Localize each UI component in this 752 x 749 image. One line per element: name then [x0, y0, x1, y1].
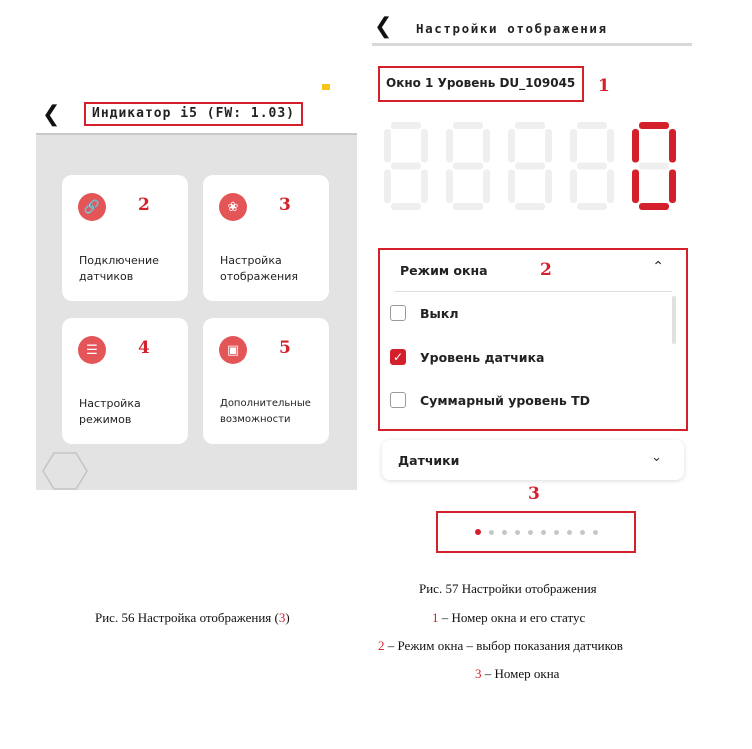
pager-dot[interactable] — [580, 530, 585, 535]
card-label: Дополнительные — [220, 398, 311, 409]
display-segment — [515, 122, 545, 129]
window-status: Окно 1 Уровень DU_109045 — [378, 66, 584, 102]
window-pager[interactable] — [436, 511, 636, 553]
display-segment — [639, 163, 669, 170]
window-mode-header[interactable]: Режим окна — [400, 263, 488, 278]
display-segment — [508, 170, 515, 204]
figure-56-caption: Рис. 56 Настройка отображения (3) — [95, 610, 290, 625]
screen-title: Настройки отображения — [416, 21, 608, 36]
card-extra-features[interactable] — [203, 318, 329, 444]
card-label: датчиков — [79, 270, 134, 283]
display-segment — [446, 129, 453, 163]
checkbox[interactable] — [390, 392, 406, 408]
display-segment — [577, 163, 607, 170]
display-segment — [639, 122, 669, 129]
callout-number: 5 — [279, 338, 291, 358]
display-segment — [632, 129, 639, 163]
checkbox[interactable] — [390, 305, 406, 321]
back-arrow-icon[interactable]: ❮ — [42, 102, 61, 127]
display-segment — [632, 170, 639, 204]
display-segment — [570, 170, 577, 204]
sliders-icon: ☰ — [78, 336, 106, 364]
pager-dot[interactable] — [593, 530, 598, 535]
display-segment — [446, 170, 453, 204]
card-sensor-connection[interactable] — [62, 175, 188, 301]
pager-dot[interactable] — [515, 530, 520, 535]
display-segment — [669, 170, 676, 204]
pager-dot[interactable] — [541, 530, 546, 535]
app-header — [36, 100, 357, 132]
menu-grid — [36, 133, 357, 490]
pager-dot[interactable] — [489, 530, 494, 535]
display-segment — [384, 170, 391, 204]
display-segment — [483, 129, 490, 163]
card-mode-settings[interactable] — [62, 318, 188, 444]
sensors-label: Датчики — [398, 453, 460, 468]
hexagon-icon — [42, 452, 88, 490]
display-segment — [639, 203, 669, 210]
display-segment — [545, 170, 552, 204]
display-segment — [421, 129, 428, 163]
pager-dot-active[interactable] — [475, 529, 481, 535]
pager-dot[interactable] — [554, 530, 559, 535]
callout-number: 3 — [528, 484, 540, 504]
scrollbar[interactable] — [672, 296, 676, 344]
link-icon: 🔗 — [78, 193, 106, 221]
display-segment — [508, 129, 515, 163]
callout-number: 4 — [138, 338, 150, 358]
display-segment — [483, 170, 490, 204]
figure-57-caption: Рис. 57 Настройки отображения — [419, 581, 597, 596]
checkbox[interactable]: ✓ — [390, 349, 406, 365]
display-settings-screen — [372, 0, 692, 560]
card-display-settings[interactable] — [203, 175, 329, 301]
display-segment — [515, 203, 545, 210]
callout-number: 1 — [598, 76, 610, 96]
card-label: Подключение — [79, 254, 159, 267]
display-segment — [577, 203, 607, 210]
display-segment — [453, 203, 483, 210]
legend-line-1: 1 – Номер окна и его статус — [432, 610, 586, 625]
display-segment — [391, 163, 421, 170]
option-off[interactable] — [390, 302, 458, 324]
display-segment — [545, 129, 552, 163]
card-label: Настройка — [220, 254, 282, 267]
display-segment — [453, 163, 483, 170]
display-segment — [421, 170, 428, 204]
window-mode-panel — [378, 248, 688, 431]
back-arrow-icon[interactable]: ❮ — [374, 14, 393, 39]
display-segment — [391, 203, 421, 210]
card-label: отображения — [220, 270, 299, 283]
card-label: Настройка — [79, 397, 141, 410]
display-segment — [384, 129, 391, 163]
display-segment — [453, 122, 483, 129]
chevron-down-icon[interactable]: ⌄ — [651, 450, 662, 465]
option-label: Уровень датчика — [420, 349, 545, 365]
callout-number: 3 — [279, 195, 291, 215]
pager-dot[interactable] — [528, 530, 533, 535]
folder-plus-icon: ▣ — [219, 336, 247, 364]
pager-dot[interactable] — [567, 530, 572, 535]
display-segment — [669, 129, 676, 163]
display-segment — [577, 122, 607, 129]
display-segment — [570, 129, 577, 163]
display-segment — [391, 122, 421, 129]
display-segment — [515, 163, 545, 170]
option-label: Суммарный уровень TD — [420, 392, 591, 408]
callout-number: 2 — [138, 195, 150, 215]
legend-line-3: 3 – Номер окна — [475, 666, 560, 681]
display-segment — [607, 170, 614, 204]
option-sensor-level[interactable] — [390, 346, 545, 368]
callout-number: 2 — [540, 260, 552, 280]
divider — [394, 291, 672, 292]
pager-dot[interactable] — [502, 530, 507, 535]
legend-line-2: 2 – Режим окна – выбор показания датчиков — [378, 638, 623, 653]
settings-menu-screen — [36, 80, 357, 490]
display-segment — [607, 129, 614, 163]
app-header — [372, 8, 692, 46]
flower-icon: ❀ — [219, 193, 247, 221]
option-total-level[interactable] — [390, 389, 590, 411]
device-title: Индикатор i5 (FW: 1.03) — [84, 102, 303, 126]
chevron-up-icon[interactable]: ⌃ — [652, 259, 664, 275]
card-label: возможности — [220, 414, 291, 425]
seven-segment-display — [382, 122, 682, 214]
option-label: Выкл — [420, 305, 459, 321]
sensors-dropdown[interactable] — [382, 440, 684, 480]
card-label: режимов — [79, 413, 132, 426]
status-indicator — [322, 84, 330, 90]
